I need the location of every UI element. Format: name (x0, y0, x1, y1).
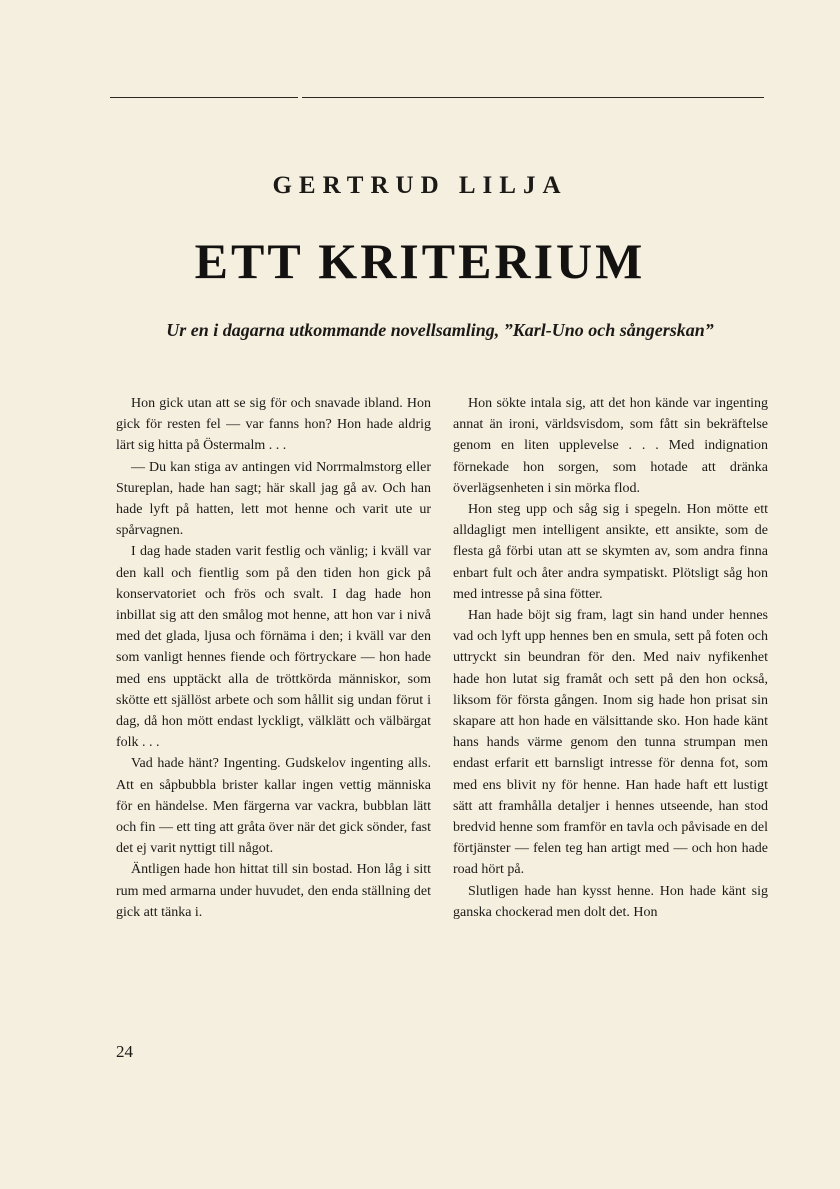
story-title: ETT KRITERIUM (194, 233, 646, 289)
author-name: GERTRUD LILJA (272, 172, 568, 199)
text-column-left (116, 393, 431, 923)
paragraph: Hon sökte intala sig, att det hon kände var ingenting annat än ironi, världsvisdom, som fått sin bekräftelse genom en liten upplevelse . . . Med indignation förnekade hon sorgen, som hotade att dränka överlägsenheten i sin mörka flod. (453, 396, 768, 496)
paragraph: Äntligen hade hon hittat till sin bostad. Hon låg i sitt rum med armarna under huvudet, den enda ställning det gick att tänka i. (116, 862, 431, 920)
story-subtitle: Ur en i dagarna utkommande novellsamling, ”Karl-Uno och sångerskan” (166, 320, 714, 340)
paragraph: Vad hade hänt? Ingenting. Gudskelov ingenting alls. Att en såpbubbla brister kallar ingen vettig människa för en händelse. Men färgerna var vackra, bubblan lätt och fin — ett ting att gråta över när det gick sönder, fast det ej varit nyttigt till något. (116, 756, 431, 857)
paragraph: Hon gick utan att se sig för och snavade ibland. Hon gick för resten fel — var fanns hon? Hon hade aldrig lärt sig hitta på Östermalm . . . (116, 396, 431, 454)
page-number: 24 (116, 1042, 133, 1061)
top-rule-right (302, 97, 764, 98)
paragraph: Han hade böjt sig fram, lagt sin hand under hennes vad och lyft upp hennes ben en smula, sett på foten och uttryckt sin beundran för den. Med naiv nyfikenhet hade hon lutat sig framåt och sett på den hon också, liksom för första gången. Inom sig hade hon prisat sin skapare att hon hade en välsittande sko. Hon hade känt hans hands värme genom den tunna strumpan men endast erfarit ett barnsligt intresse för denna fot, som med ens blivit ny för henne. Han hade haft ett lustigt sätt att framhålla detaljer i hennes utseende, han stod bredvid henne som framför en tavla och påvisade en del förtjänster — felen teg han artigt med — och hon hade road hört på. (453, 608, 768, 878)
paragraph: Slutligen hade han kysst henne. Hon hade känt sig ganska chockerad men dolt det. Hon (453, 883, 768, 920)
paragraph: Hon steg upp och såg sig i spegeln. Hon mötte ett alldagligt men intelligent ansikte, ett ansikte, som de flesta gå förbi utan att se skymten av, som andra finna enbart fult och åter andra sympatiskt. Plötsligt såg hon med intresse på sina fötter. (453, 502, 768, 602)
top-rule-left (110, 97, 298, 98)
paragraph: — Du kan stiga av antingen vid Norrmalmstorg eller Stureplan, hade han sagt; här skall jag gå av. Och han hade lyft på hatten, lett mot henne och varit ute ur spårvagnen. (116, 459, 431, 539)
text-column-right (453, 393, 768, 923)
paragraph: I dag hade staden varit festlig och vänlig; i kväll var den kall och fientlig som på den tiden hon gick på konservatoriet och frös och svalt. I dag hade hon inbillat sig att den smålog mot henne, att hon var i nivå med det glada, ljusa och förnäma i den; i kväll var den som vanligt hennes fiende och förtryckare — hon hade med ens upptäckt alla de tröttkörda människor, som skötte ett själlöst arbete och som hållit sig undan förut i dag, då hon mött endast lyckligt, välklätt och välbärgat folk . . . (116, 544, 431, 751)
